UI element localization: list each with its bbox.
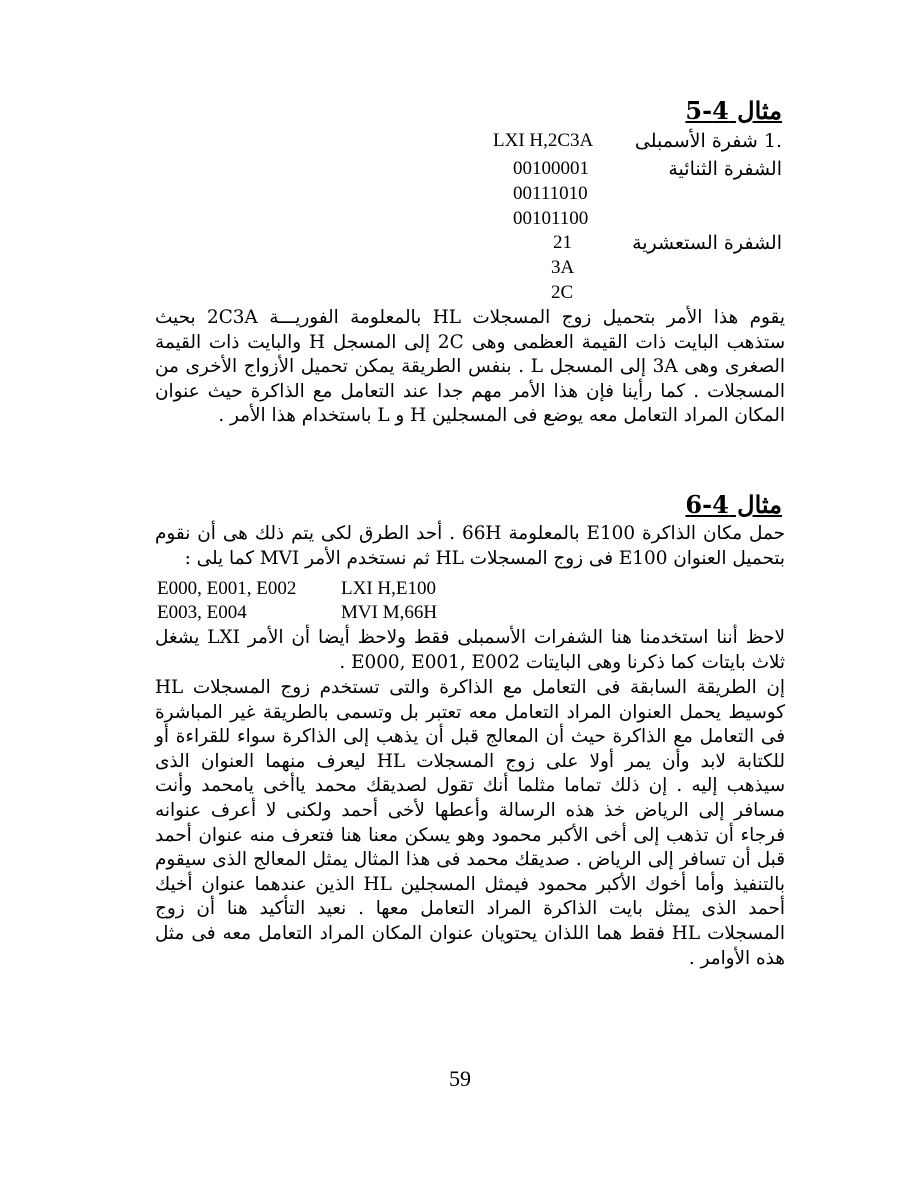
code-row-2-addresses: E003, E004 <box>157 602 247 623</box>
binary-code-label: الشفرة الثنائية <box>668 158 782 180</box>
binary-code-line-3: 00101100 <box>513 208 589 229</box>
page-number: 59 <box>449 1066 471 1091</box>
binary-code-line-2: 00111010 <box>513 183 588 204</box>
assembly-code-value: LXI H,2C3A <box>493 130 594 151</box>
example-4-5-explanation: يقوم هذا الأمر بتحميل زوج المسجلات HL بالمعلومة الفوريـــة 2C3A بحيث ستذهب البايت ذات القيمة العظمى وهى 2C إلى المسجل H والبايت ذات القيمة الصغرى وهى 3A إلى المسجل L . بنفس الطريقة يمكن تحميل الأزواج الأخرى من المسجلات . كما رأينا فإن هذا الأمر مهم جدا عند التعامل مع الذاكرة حيث عنوان المكان المراد التعامل معه يوضع فى المسجلين H و L باستخدام هذا الأمر . <box>155 307 785 427</box>
hex-code-line-1: 21 <box>553 232 572 253</box>
binary-code-line-1: 00100001 <box>513 158 589 179</box>
code-row-2-instruction: MVI M,66H <box>341 602 438 623</box>
code-row-1-addresses: E000, E001, E002 <box>157 578 297 599</box>
example-4-6-note: لاحظ أننا استخدمنا هنا الشفرات الأسمبلى فقط ولاحظ أيضا أن الأمر LXI يشغل ثلاث بايتات كما ذكرنا وهى البايتات E000, E001, E002 . <box>155 627 786 673</box>
hex-code-line-2: 3A <box>551 257 575 278</box>
assembly-code-label: .1 شفرة الأسمبلى <box>634 130 782 152</box>
hex-code-label: الشفرة الستعشرية <box>632 232 782 254</box>
example-4-6-discussion: إن الطريقة السابقة فى التعامل مع الذاكرة والتى تستخدم زوج المسجلات HL كوسيط يحمل العنوان المراد التعامل معه تعتبر بل وتسمى بالطريقة غير المباشرة فى التعامل مع الذاكرة حيث أن المعالج قبل أن يذهب إلى الذاكرة سواء للقراءة أو للكتابة لابد وأن يمر أولا على زوج المسجلات HL ليعرف منهما العنوان الذى سيذهب إليه . إن ذلك تماما مثلما أنك تقول لصديقك محمد ياأخى يامحمد وأنت مسافر إلى الرياض خذ هذه الرسالة وأعطها لأخى أحمد ولكنى لا أعرف عنوانه فرجاء أن تذهب إلى أخى الأكبر محمود وهو يسكن معنا هنا فتعرف منه عنوان أحمد قبل أن تسافر إلى الرياض . صديقك محمد فى هذا المثال يمثل المعالج الذى سيقوم بالتنفيذ وأما أخوك الأكبر محمود فيمثل المسجلين HL الذين عندهما عنوان أخيك أحمد الذى يمثل بايت الذاكرة المراد التعامل معها . نعيد التأكيد هنا أن زوج المسجلات HL فقط هما اللذان يحتويان عنوان المكان المراد التعامل معه فى مثل هذه الأوامر . <box>155 677 786 969</box>
example-4-6-intro: حمل مكان الذاكرة E100 بالمعلومة 66H . أحد الطرق لكى يتم ذلك هى أن نقوم بتحميل العنوان E100 فى زوج المسجلات HL ثم نستخدم الأمر MVI كما يلى : <box>155 523 785 569</box>
code-row-1-instruction: LXI H,E100 <box>341 578 436 599</box>
example-4-6-heading: مثال 4-6 <box>685 490 782 519</box>
example-4-5-heading: مثال 4-5 <box>685 96 782 125</box>
hex-code-line-3: 2C <box>551 282 574 303</box>
